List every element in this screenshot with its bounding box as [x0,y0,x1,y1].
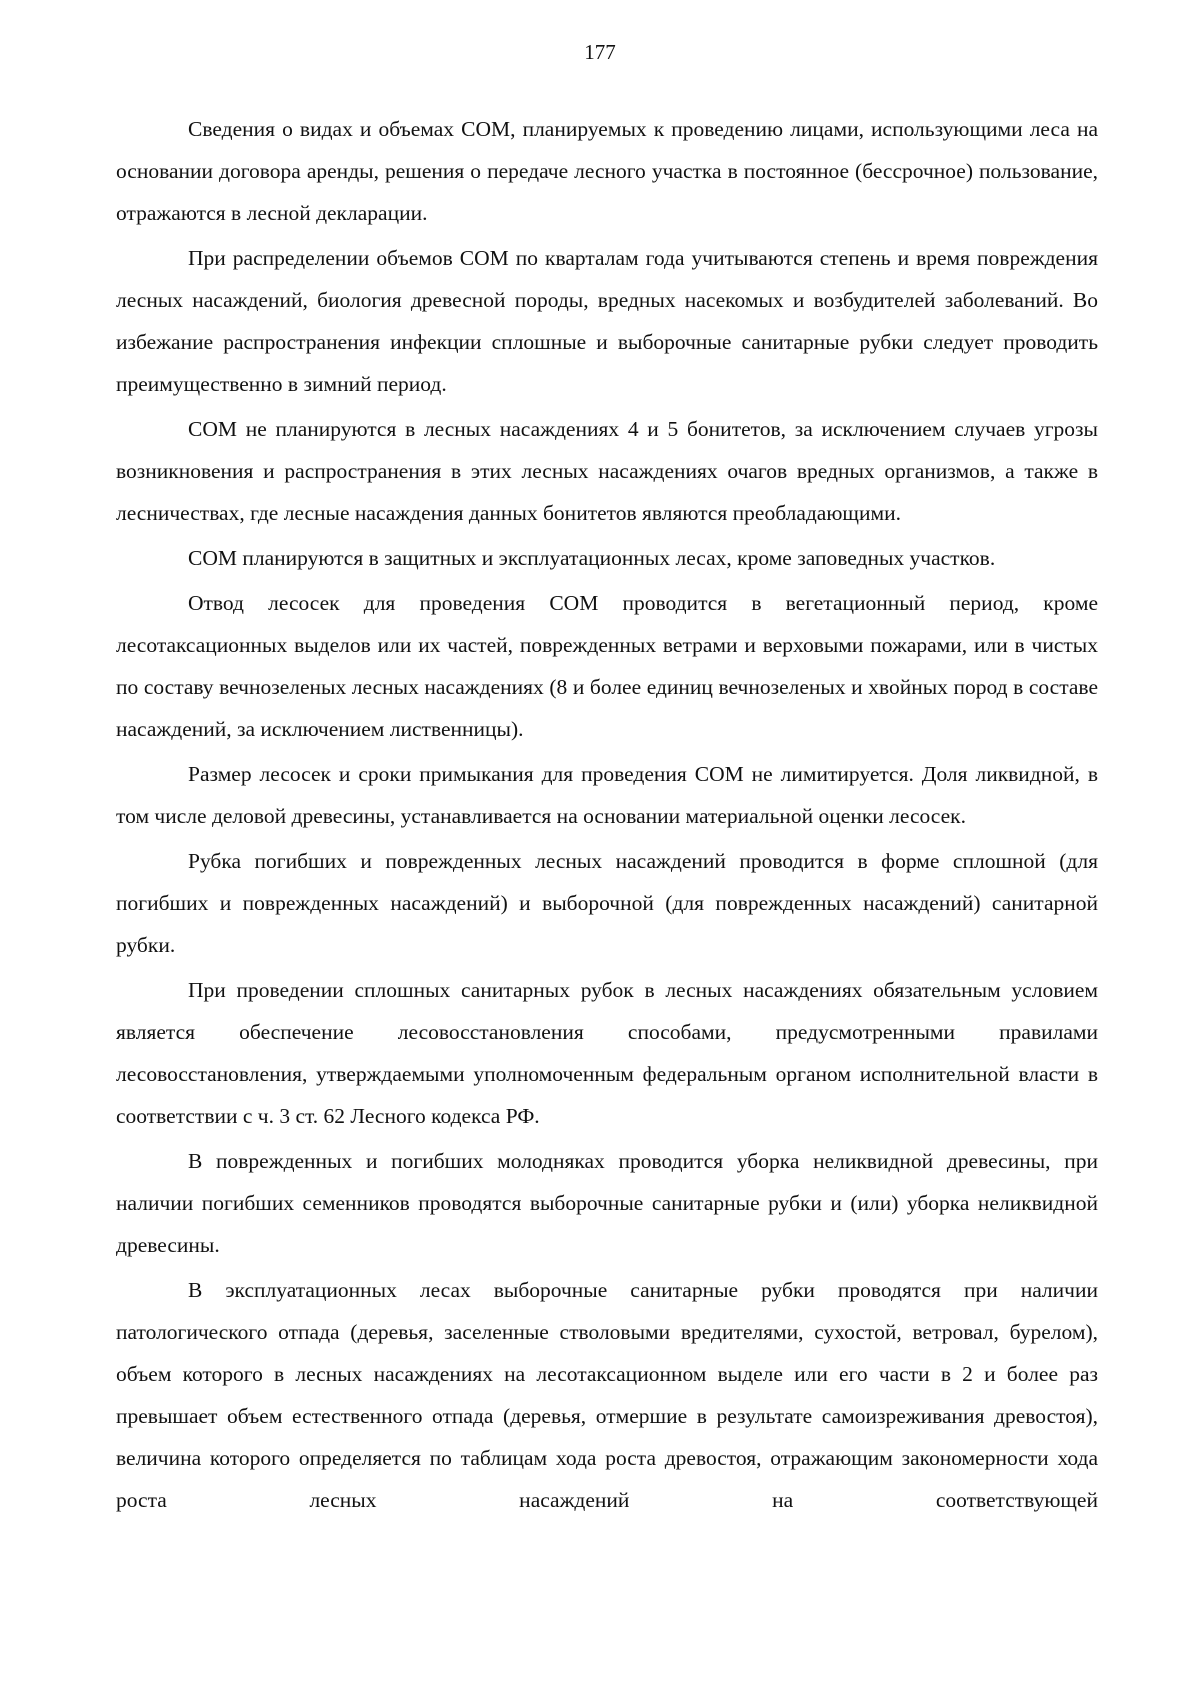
paragraph: СОМ планируются в защитных и эксплуатационных лесах, кроме заповедных участков. [188,546,996,570]
paragraph: Размер лесосек и сроки примыкания для проведения СОМ не лимитируется. Доля ликвидной, в том числе деловой древесины, устанавливается на основании материальной оценки лесосек. [116,762,1098,828]
paragraph: При распределении объемов СОМ по кварталам года учитываются степень и время повреждения лесных насаждений, биология древесной породы, вредных насекомых и возбудителей заболеваний. Во избежание распространения инфекции сплошные и выборочные санитарные рубки следует проводить преимущественно в зимний период. [116,246,1098,396]
paragraph: В эксплуатационных лесах выборочные санитарные рубки проводятся при наличии патологического отпада (деревья, заселенные стволовыми вредителями, сухостой, ветровал, бурелом), объем которого в лесных насаждениях на лесотаксационном выделе или его части в 2 и более раз превышает объем естественного отпада (деревья, отмершие в результате самоизреживания древостоя), величина которого определяется по таблицам хода роста древостоя, отражающим закономерности хода роста лесных насаждений на соответствующей [116,1278,1098,1512]
paragraph: В поврежденных и погибших молодняках проводится уборка неликвидной древесины, при наличии погибших семенников проводятся выборочные санитарные рубки и (или) уборка неликвидной древесины. [116,1149,1098,1257]
body-text [116,108,1098,1524]
paragraph: Отвод лесосек для проведения СОМ проводится в вегетационный период, кроме лесотаксационных выделов или их частей, поврежденных ветрами и верховыми пожарами, или в чистых по составу вечнозеленых лесных насаждениях (8 и более единиц вечнозеленых и хвойных пород в составе насаждений, за исключением лиственницы). [116,591,1098,741]
paragraph: Рубка погибших и поврежденных лесных насаждений проводится в форме сплошной (для погибших и поврежденных насаждений) и выборочной (для поврежденных насаждений) санитарной рубки. [116,849,1098,957]
paragraph: При проведении сплошных санитарных рубок в лесных насаждениях обязательным условием является обеспечение лесовосстановления способами, предусмотренными правилами лесовосстановления, утверждаемыми уполномоченным федеральным органом исполнительной власти в соответствии с ч. 3 ст. 62 Лесного кодекса РФ. [116,978,1098,1128]
paragraph: Сведения о видах и объемах СОМ, планируемых к проведению лицами, использующими леса на основании договора аренды, решения о передаче лесного участка в постоянное (бессрочное) пользование, отражаются в лесной декларации. [116,117,1098,225]
paragraph: СОМ не планируются в лесных насаждениях 4 и 5 бонитетов, за исключением случаев угрозы возникновения и распространения в этих лесных насаждениях очагов вредных организмов, а также в лесничествах, где лесные насаждения данных бонитетов являются преобладающими. [116,417,1098,525]
page-number: 177 [584,40,616,64]
